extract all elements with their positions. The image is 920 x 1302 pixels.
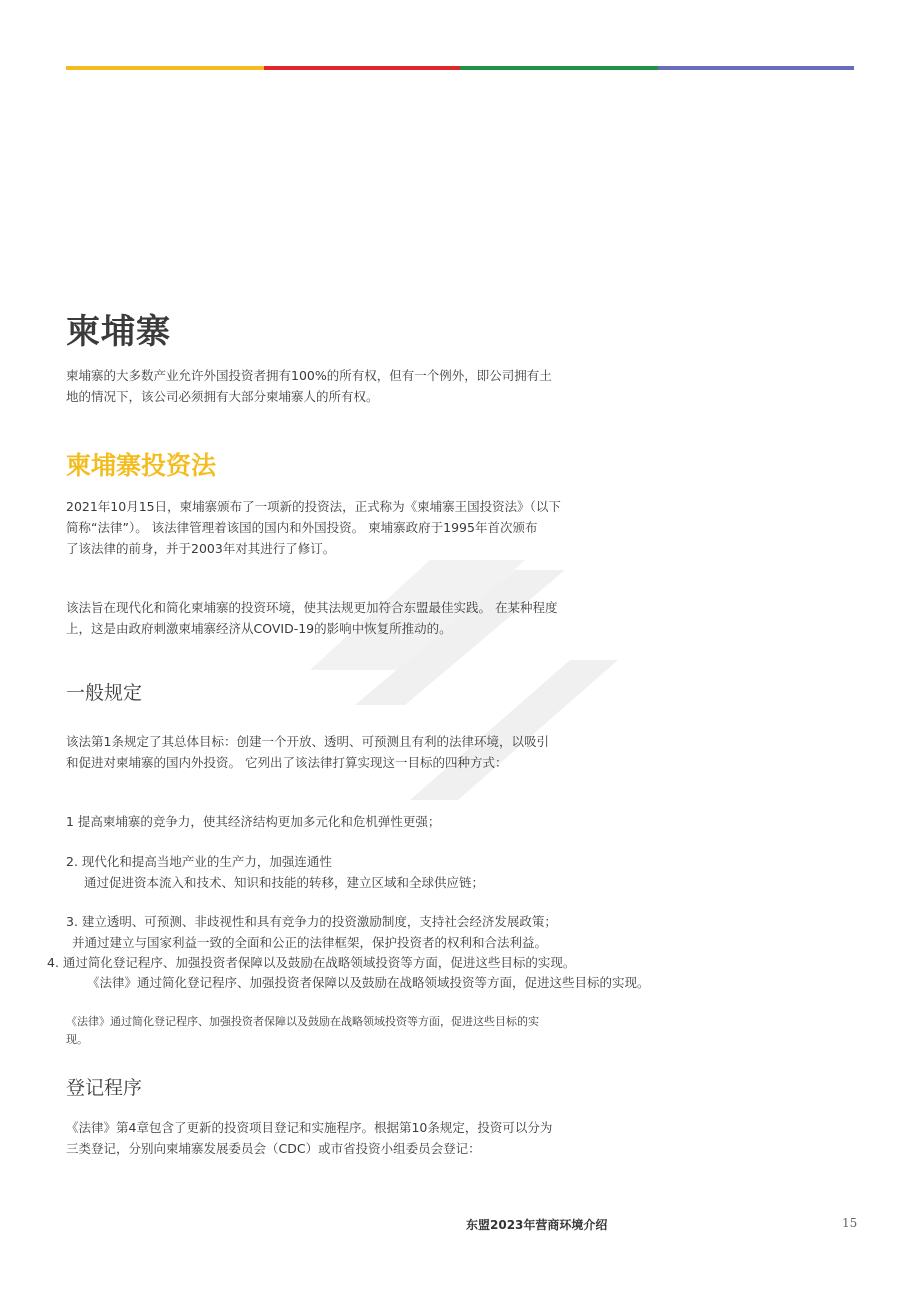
top-bar-yellow bbox=[66, 66, 264, 70]
list-item-3a: 3. 建立透明、可预测、非歧视性和具有竞争力的投资激励制度，支持社会经济发展政策； bbox=[66, 914, 557, 929]
para1-line-3: 了该法律的前身，并于2003年对其进行了修订。 bbox=[66, 541, 336, 556]
list-item-4a: 4. 通过简化登记程序、加强投资者保障以及鼓励在战略领域投资等方面，促进这些目标的实现。 bbox=[47, 955, 576, 970]
top-bar-green bbox=[460, 66, 658, 70]
para1-line-1: 2021年10月15日，柬埔寨颁布了一项新的投资法，正式称为《柬埔寨王国投资法》（以下 bbox=[66, 499, 561, 514]
general-line-2: 和促进对柬埔寨的国内外投资。 它列出了该法律打算实现这一目标的四种方式： bbox=[66, 755, 508, 770]
footer-title: 东盟2023年营商环境介绍 bbox=[466, 1218, 608, 1232]
page-number: 15 bbox=[842, 1216, 858, 1230]
note-line-2: 现。 bbox=[66, 1033, 88, 1046]
general-line-1: 该法第1条规定了其总体目标：创建一个开放、透明、可预测且有利的法律环境，以吸引 bbox=[66, 734, 549, 749]
para2-line-1: 该法旨在现代化和简化柬埔寨的投资环境，使其法规更加符合东盟最佳实践。 在某种程度 bbox=[66, 600, 558, 615]
registration-heading: 登记程序 bbox=[66, 1077, 143, 1099]
top-bar-blue bbox=[658, 66, 854, 70]
para1-line-2: 简称“法律”）。 该法律管理着该国的国内和外国投资。 柬埔寨政府于1995年首次颁布 bbox=[66, 520, 538, 535]
registration-line-1: 《法律》第4章包含了更新的投资项目登记和实施程序。根据第10条规定，投资可以分为 bbox=[66, 1120, 553, 1135]
list-item-2a: 2. 现代化和提高当地产业的生产力，加强连通性 bbox=[66, 854, 332, 869]
top-bar-red bbox=[264, 66, 460, 70]
list-item-3b: 并通过建立与国家利益一致的全面和公正的法律框架，保护投资者的权利和合法利益。 bbox=[72, 935, 548, 950]
list-item-1: 1 提高柬埔寨的竞争力，使其经济结构更加多元化和危机弹性更强； bbox=[66, 814, 441, 829]
list-item-2b: 通过促进资本流入和技术、知识和技能的转移，建立区域和全球供应链； bbox=[84, 875, 485, 890]
list-item-4b: 《法律》通过简化登记程序、加强投资者保障以及鼓励在战略领域投资等方面，促进这些目标的实现。 bbox=[87, 975, 650, 990]
intro-line-1: 柬埔寨的大多数产业允许外国投资者拥有100%的所有权，但有一个例外，即公司拥有土 bbox=[66, 368, 552, 383]
section-title: 柬埔寨投资法 bbox=[66, 451, 217, 480]
para2-line-2: 上，这是由政府刺激柬埔寨经济从COVID-19的影响中恢复所推动的。 bbox=[66, 621, 452, 636]
intro-line-2: 地的情况下，该公司必须拥有大部分柬埔寨人的所有权。 bbox=[66, 389, 379, 404]
general-heading: 一般规定 bbox=[66, 682, 143, 704]
registration-line-2: 三类登记，分别向柬埔寨发展委员会（CDC）或市省投资小组委员会登记： bbox=[66, 1141, 481, 1156]
note-line-1: 《法律》通过简化登记程序、加强投资者保障以及鼓励在战略领域投资等方面，促进这些目标的实 bbox=[66, 1015, 539, 1028]
page-title: 柬埔寨 bbox=[66, 312, 171, 352]
